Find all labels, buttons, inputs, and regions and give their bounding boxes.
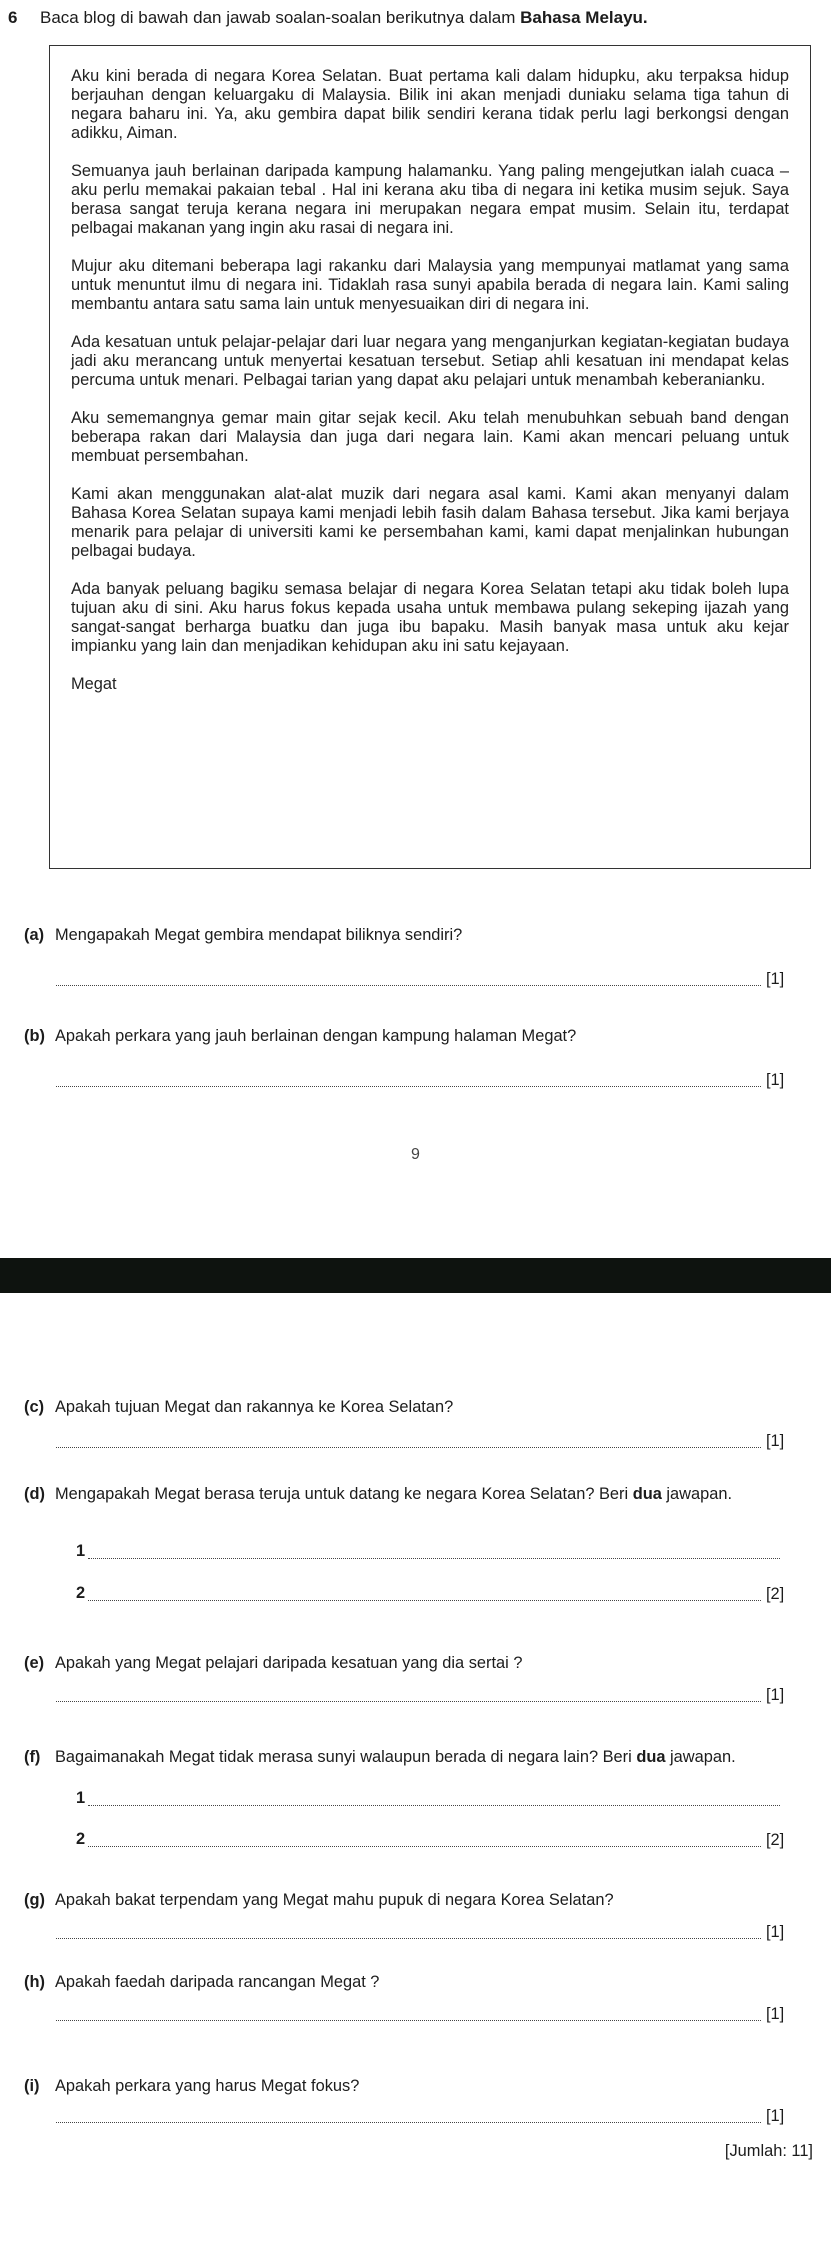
- question-number: 6: [8, 8, 18, 27]
- blog-paragraph: Aku kini berada di negara Korea Selatan. Buat pertama kali dalam hidupku, aku terpaksa hidup berjauhan dengan keluargaku di Malaysia. Bilik ini akan menjadi duniaku selama tiga tahun di negara baharu ini. Ya, aku gembira dapat bilik sendiri kerana tidak perlu lagi berkongsi dengan adikku, Aiman.: [71, 67, 789, 142]
- total-marks: [Jumlah: 11]: [724, 2142, 813, 2160]
- question-f: [24, 1747, 814, 1767]
- question-a: [24, 925, 814, 945]
- answer-f-2-number: 2: [76, 1830, 86, 1848]
- question-c-label: (c): [24, 1398, 45, 1416]
- blog-paragraph: Aku sememangnya gemar main gitar sejak kecil. Aku telah menubuhkan sebuah band dengan beberapa rakan dari Malaysia dan juga dari negara lain. Kami akan mencari peluang untuk membuat persembahan.: [71, 409, 789, 465]
- question-b-text: Apakah perkara yang jauh berlainan dengan kampung halaman Megat?: [55, 1027, 577, 1045]
- question-e-label: (e): [24, 1654, 45, 1672]
- mark-d: [2]: [766, 1585, 785, 1603]
- mark-a: [1]: [766, 970, 785, 988]
- answer-d-2-number: 2: [76, 1584, 86, 1602]
- blog-signature: Megat: [71, 675, 117, 693]
- question-d: [24, 1484, 814, 1504]
- mark-f: [2]: [766, 1831, 785, 1849]
- instruction: [40, 8, 648, 28]
- answer-line-f-1[interactable]: [88, 1805, 780, 1806]
- instruction-language: Bahasa Melayu.: [520, 8, 648, 27]
- mark-i: [1]: [766, 2107, 785, 2125]
- answer-line-b[interactable]: [56, 1086, 761, 1087]
- blog-paragraph: Kami akan menggunakan alat-alat muzik dari negara asal kami. Kami akan menyanyi dalam Bahasa Korea Selatan supaya kami menjadi lebih fasih dalam Bahasa tersebut. Jika kami berjaya menarik para pelajar di universiti kami ke persembahan kami, kami dapat menjalinkan hubungan pelbagai budaya.: [71, 485, 789, 560]
- answer-line-e[interactable]: [56, 1701, 761, 1702]
- question-d-label: (d): [24, 1485, 45, 1503]
- instruction-text: Baca blog di bawah dan jawab soalan-soalan berikutnya dalam: [40, 8, 521, 27]
- question-i: [24, 2076, 814, 2096]
- question-f-text: Bagaimanakah Megat tidak merasa sunyi walaupun berada di negara lain? Beri dua jawapan.: [55, 1748, 736, 1766]
- mark-c: [1]: [766, 1432, 785, 1450]
- exam-page-2: [0, 1293, 831, 2241]
- mark-g: [1]: [766, 1923, 785, 1941]
- question-a-text: Mengapakah Megat gembira mendapat biliknya sendiri?: [55, 926, 463, 944]
- question-a-label: (a): [24, 926, 45, 944]
- question-h-label: (h): [24, 1973, 45, 1991]
- blog-paragraph: Mujur aku ditemani beberapa lagi rakanku dari Malaysia yang mempunyai matlamat yang sama untuk menuntut ilmu di negara ini. Tidaklah rasa sunyi apabila berada di negara lain. Kami saling membantu antara satu sama lain untuk menyesuaikan diri di negara ini.: [71, 257, 789, 313]
- answer-line-c[interactable]: [56, 1447, 761, 1448]
- answer-line-f-2[interactable]: [88, 1846, 761, 1847]
- answer-f-1-number: 1: [76, 1789, 86, 1807]
- question-c-text: Apakah tujuan Megat dan rakannya ke Korea Selatan?: [55, 1398, 454, 1416]
- question-g-label: (g): [24, 1891, 45, 1909]
- blog-paragraph: Ada kesatuan untuk pelajar-pelajar dari luar negara yang menganjurkan kegiatan-kegiatan budaya jadi aku merancang untuk menyertai kesatuan tersebut. Setiap ahli kesatuan ini mendapat kelas percuma untuk menari. Pelbagai tarian yang dapat aku pelajari untuk menambah keberanianku.: [71, 333, 789, 389]
- question-b-label: (b): [24, 1027, 45, 1045]
- question-f-label: (f): [24, 1748, 41, 1766]
- mark-e: [1]: [766, 1686, 785, 1704]
- question-b: [24, 1026, 814, 1046]
- answer-line-i[interactable]: [56, 2122, 761, 2123]
- blog-text-box: [49, 45, 811, 869]
- question-h: [24, 1972, 814, 1992]
- question-c: [24, 1397, 814, 1417]
- question-g-text: Apakah bakat terpendam yang Megat mahu pupuk di negara Korea Selatan?: [55, 1891, 614, 1909]
- answer-line-h[interactable]: [56, 2020, 761, 2021]
- page-divider: [0, 1258, 831, 1293]
- question-i-label: (i): [24, 2077, 40, 2095]
- question-e: [24, 1653, 814, 1673]
- question-g: [24, 1890, 814, 1910]
- answer-line-d-2[interactable]: [88, 1600, 761, 1601]
- answer-d-1-number: 1: [76, 1542, 86, 1560]
- blog-paragraph: Semuanya jauh berlainan daripada kampung halamanku. Yang paling mengejutkan ialah cuaca – aku perlu memakai pakaian tebal . Hal ini kerana aku tiba di negara ini ketika musim sejuk. Saya berasa sangat teruja kerana negara ini merupakan negara empat musim. Selain itu, terdapat pelbagai makanan yang ingin aku rasai di negara ini.: [71, 162, 789, 237]
- question-h-text: Apakah faedah daripada rancangan Megat ?: [55, 1973, 380, 1991]
- mark-b: [1]: [766, 1071, 785, 1089]
- question-e-text: Apakah yang Megat pelajari daripada kesatuan yang dia sertai ?: [55, 1654, 523, 1672]
- question-d-text: Mengapakah Megat berasa teruja untuk datang ke negara Korea Selatan? Beri dua jawapan.: [55, 1485, 733, 1503]
- page-number: 9: [411, 1146, 420, 1163]
- blog-paragraph: Ada banyak peluang bagiku semasa belajar di negara Korea Selatan tetapi aku tidak boleh lupa tujuan aku di sini. Aku harus fokus kepada usaha untuk membawa pulang sekeping ijazah yang sangat-sangat berharga buatku dan juga ibu bapaku. Masih banyak masa untuk aku kejar impianku yang lain dan menjadikan kehidupan aku ini satu kejayaan.: [71, 580, 789, 655]
- mark-h: [1]: [766, 2005, 785, 2023]
- answer-line-a[interactable]: [56, 985, 761, 986]
- answer-line-d-1[interactable]: [88, 1558, 780, 1559]
- question-i-text: Apakah perkara yang harus Megat fokus?: [55, 2077, 360, 2095]
- answer-line-g[interactable]: [56, 1938, 761, 1939]
